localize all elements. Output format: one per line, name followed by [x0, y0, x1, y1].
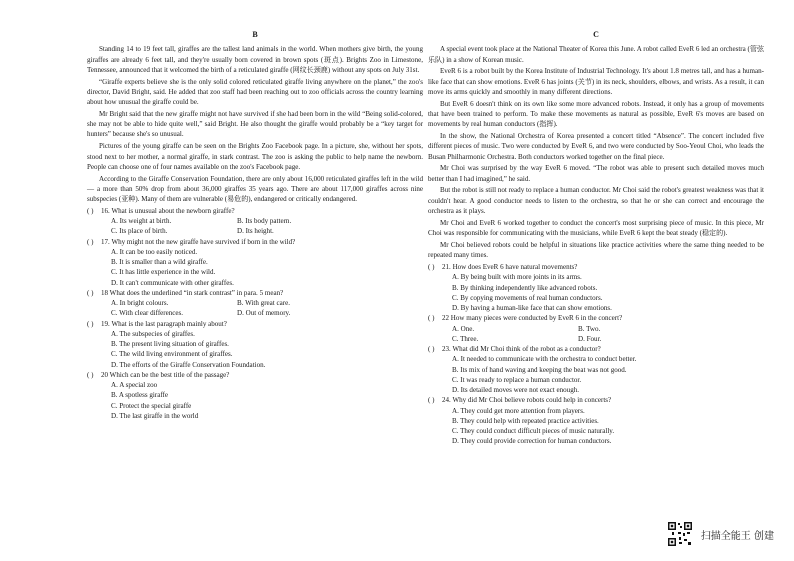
- answer-option: A. A special zoo: [111, 381, 158, 390]
- answer-option: A. It needed to communicate with the orchestra to conduct better.: [452, 355, 637, 364]
- answer-blank: ( ): [87, 237, 94, 246]
- section-title-c: C: [593, 30, 599, 39]
- question-stem: [428, 313, 764, 323]
- answer-option: C. It was ready to replace a human conductor.: [452, 375, 582, 384]
- paragraph: A special event took place at the National Theater of Korea this June. A robot called EveR 6 led an orchestra (管弦乐队) in a show of Korean music.: [428, 45, 764, 64]
- question-stem: [87, 206, 423, 216]
- question-block: [87, 237, 423, 288]
- section-title-b: B: [252, 30, 258, 39]
- question-text: 24. Why did Mr Choi believe robots could help in concerts?: [442, 396, 612, 405]
- paragraph: But the robot is still not ready to replace a human conductor. Mr Choi said the robot's greatest weakness was that it couldn't hear. A good conductor needs to listen to the orchestra, so that he or she can correct and encourage the orchestra as it plays.: [428, 186, 764, 215]
- option-row: [111, 216, 423, 226]
- answer-option: B. By thinking independently like advanced robots.: [452, 283, 598, 292]
- paragraph: Mr Choi believed robots could be helpful in situations like practice activities where the same thing needed to be repeated many times.: [428, 240, 764, 260]
- watermark-text: 扫描全能王 创建: [700, 530, 774, 542]
- question-block: [87, 206, 423, 237]
- passage-b-questions: [87, 206, 423, 421]
- question-block: [428, 262, 764, 313]
- question-stem: [428, 395, 764, 405]
- question-stem: [87, 237, 423, 247]
- question-text: 20 Which can be the best title of the passage?: [101, 370, 230, 379]
- question-text: 23. What did Mr Choi think of the robot as a conductor?: [442, 345, 601, 353]
- passage-c: [428, 30, 764, 447]
- question-stem: [87, 370, 423, 380]
- option-row: [111, 308, 423, 318]
- question-block: [428, 395, 764, 446]
- paragraph: According to the Giraffe Conservation Foundation, there are only about 16,000 reticulated giraffes left in the wild — a more than 50% drop from about 36,000 giraffes 35 years ago. There are about 117,000 giraffes across nine subspecies (亚种). Many of them are vulnerable (易危的), endangered or critically endangered.: [87, 174, 423, 204]
- option-row: [111, 226, 423, 236]
- passage-c-questions: [428, 262, 764, 447]
- answer-option: A. The subspecies of giraffes.: [111, 329, 195, 338]
- option-row: [452, 324, 764, 334]
- paragraph: “Giraffe experts believe she is the only solid colored reticulated giraffe living anywhere on the planet,” the zoo's director, David Bright, said. He added that zoo staff had been reaching out to zoo officials across the country learning about how unusual the giraffe could be.: [87, 77, 423, 107]
- question-block: [87, 370, 423, 421]
- paragraph: Mr Choi and EveR 6 worked together to conduct the concert's most surprising piece of music. In this piece, Mr Choi was responsible for communicating with the musicians, while EveR 6 kept the beat steady (稳定的).: [428, 218, 764, 238]
- answer-option: C. Its place of birth.: [111, 227, 168, 236]
- answer-option: D. Its height.: [237, 227, 274, 236]
- answer-option: D. Its detailed moves were not exact enough.: [452, 386, 579, 394]
- paragraph: EveR 6 is a robot built by the Korea Institute of Industrial Technology. It's about 1.8 metres tall, and has a human-like face that can show emotions. EveR 6 has joints (关节) in its neck, shoulders, elbows, and wrists. As a result, it can move its arms quickly and smoothly in many different directions.: [428, 67, 764, 96]
- option-row: [111, 298, 423, 308]
- question-block: [428, 313, 764, 344]
- answer-option: A. One.: [452, 324, 475, 333]
- answer-blank: ( ): [87, 206, 94, 215]
- answer-option: B. With great care.: [237, 299, 291, 308]
- answer-blank: ( ): [428, 314, 435, 323]
- question-stem: [87, 288, 423, 298]
- answer-option: D. By having a human-like face that can show emotions.: [452, 304, 612, 312]
- answer-option: D. The last giraffe in the world: [111, 411, 199, 420]
- paragraph: But EveR 6 doesn't think on its own like some more advanced robots. Instead, it only has a group of movements that have been trained to perform. To make these movements as natural as possible, EveR 6's moves are based on movements by real human conductors (指挥).: [428, 99, 764, 129]
- question-text: 22 How many pieces were conducted by EveR 6 in the concert?: [442, 314, 623, 323]
- scanner-watermark: [667, 521, 774, 547]
- answer-option: C. The wild living environment of giraffes.: [111, 350, 233, 359]
- answer-option: B. Its body pattern.: [237, 217, 292, 226]
- answer-option: A. It can be too easily noticed.: [111, 247, 198, 256]
- passage-b-text: [87, 44, 423, 204]
- answer-blank: ( ): [428, 345, 435, 353]
- answer-option: B. Its mix of hand waving and keeping the beat was not good.: [452, 365, 627, 374]
- passage-c-text: [428, 44, 764, 260]
- answer-option: C. It has little experience in the wild.: [111, 268, 216, 277]
- paragraph: Mr Bright said that the new giraffe might not have survived if she had been born in the wild “Being solid-colored, she may not be able to hide quite well,” said Bright. He also thought the giraffe would probably be a “key target for hunters” because she's so unusual.: [87, 109, 423, 139]
- answer-option: C. With clear differences.: [111, 309, 184, 318]
- answer-option: B. The present living situation of giraffes.: [111, 340, 229, 349]
- question-block: [87, 288, 423, 319]
- answer-blank: ( ): [87, 370, 94, 379]
- paragraph: Pictures of the young giraffe can be seen on the Brights Zoo Facebook page. In a picture, she, without her spots, stood next to her mother, a normal giraffe, in stark contrast. The zoo is asking the public to help name the newborn. People can choose one of four names available on the zoo's Facebook page.: [87, 142, 423, 171]
- answer-option: D. Out of memory.: [237, 309, 291, 318]
- answer-option: C. Protect the special giraffe: [111, 401, 192, 410]
- question-text: 17. Why might not the new giraffe have survived if born in the wild?: [101, 237, 296, 246]
- answer-option: C. They could conduct difficult pieces of music naturally.: [452, 427, 615, 435]
- answer-blank: ( ): [87, 288, 94, 297]
- answer-option: D. Four.: [578, 334, 602, 343]
- answer-option: B. They could help with repeated practice activities.: [452, 416, 599, 425]
- question-text: 18 What does the underlined “in stark contrast” in para. 5 mean?: [101, 288, 284, 297]
- answer-option: C. By copying movements of real human conductors.: [452, 293, 603, 302]
- qr-code-icon: [667, 521, 693, 547]
- answer-option: B. Two.: [578, 324, 601, 333]
- question-stem: [428, 344, 764, 354]
- question-text: 16. What is unusual about the newborn giraffe?: [101, 206, 235, 215]
- question-text: 21. How does EveR 6 have natural movements?: [442, 263, 578, 271]
- passage-b: [87, 30, 423, 421]
- question-stem: [428, 262, 764, 272]
- question-stem: [87, 319, 423, 329]
- paragraph: Mr Choi was surprised by the way EveR 6 moved. “The robot was able to present such detailed moves much better than I had imagined,” he said.: [428, 164, 764, 183]
- answer-option: A. By being built with more joints in its arms.: [452, 273, 582, 282]
- answer-option: D. It can't communicate with other giraffes.: [111, 278, 234, 287]
- answer-option: A. In bright colours.: [111, 299, 169, 308]
- answer-option: A. Its weight at birth.: [111, 217, 172, 226]
- answer-option: B. A spotless giraffe: [111, 391, 169, 400]
- answer-blank: ( ): [428, 396, 435, 405]
- answer-blank: ( ): [87, 319, 94, 328]
- answer-blank: ( ): [428, 263, 435, 271]
- answer-option: B. It is smaller than a wild giraffe.: [111, 258, 208, 267]
- answer-option: C. Three.: [452, 334, 479, 343]
- paragraph: In the show, the National Orchestra of Korea presented a concert titled “Absence”. The concert included five different pieces of music. Two were conducted by EveR 6, and two were conducted by Soo-Yeoul Choi, who leads the Busan Philharmonic Orchestra. Both conductors worked together on the final piece.: [428, 132, 764, 161]
- answer-option: D. They could provide correction for human conductors.: [452, 437, 612, 446]
- answer-option: A. They could get more attention from players.: [452, 406, 585, 415]
- answer-option: D. The efforts of the Giraffe Conservation Foundation.: [111, 360, 266, 369]
- question-block: [87, 319, 423, 370]
- question-block: [428, 344, 764, 395]
- question-text: 19. What is the last paragraph mainly about?: [101, 319, 227, 328]
- paragraph: Standing 14 to 19 feet tall, giraffes are the tallest land animals in the world. When mothers give birth, the young giraffes are already 6 feet tall, and they're usually born covered in brown spots (斑点). Brights Zoo in Limestone, Tennessee, announced that it welcomed the birth of a reticulated giraffe (网纹长颈鹿) without any spots on July 31st.: [87, 45, 423, 74]
- option-row: [452, 334, 764, 344]
